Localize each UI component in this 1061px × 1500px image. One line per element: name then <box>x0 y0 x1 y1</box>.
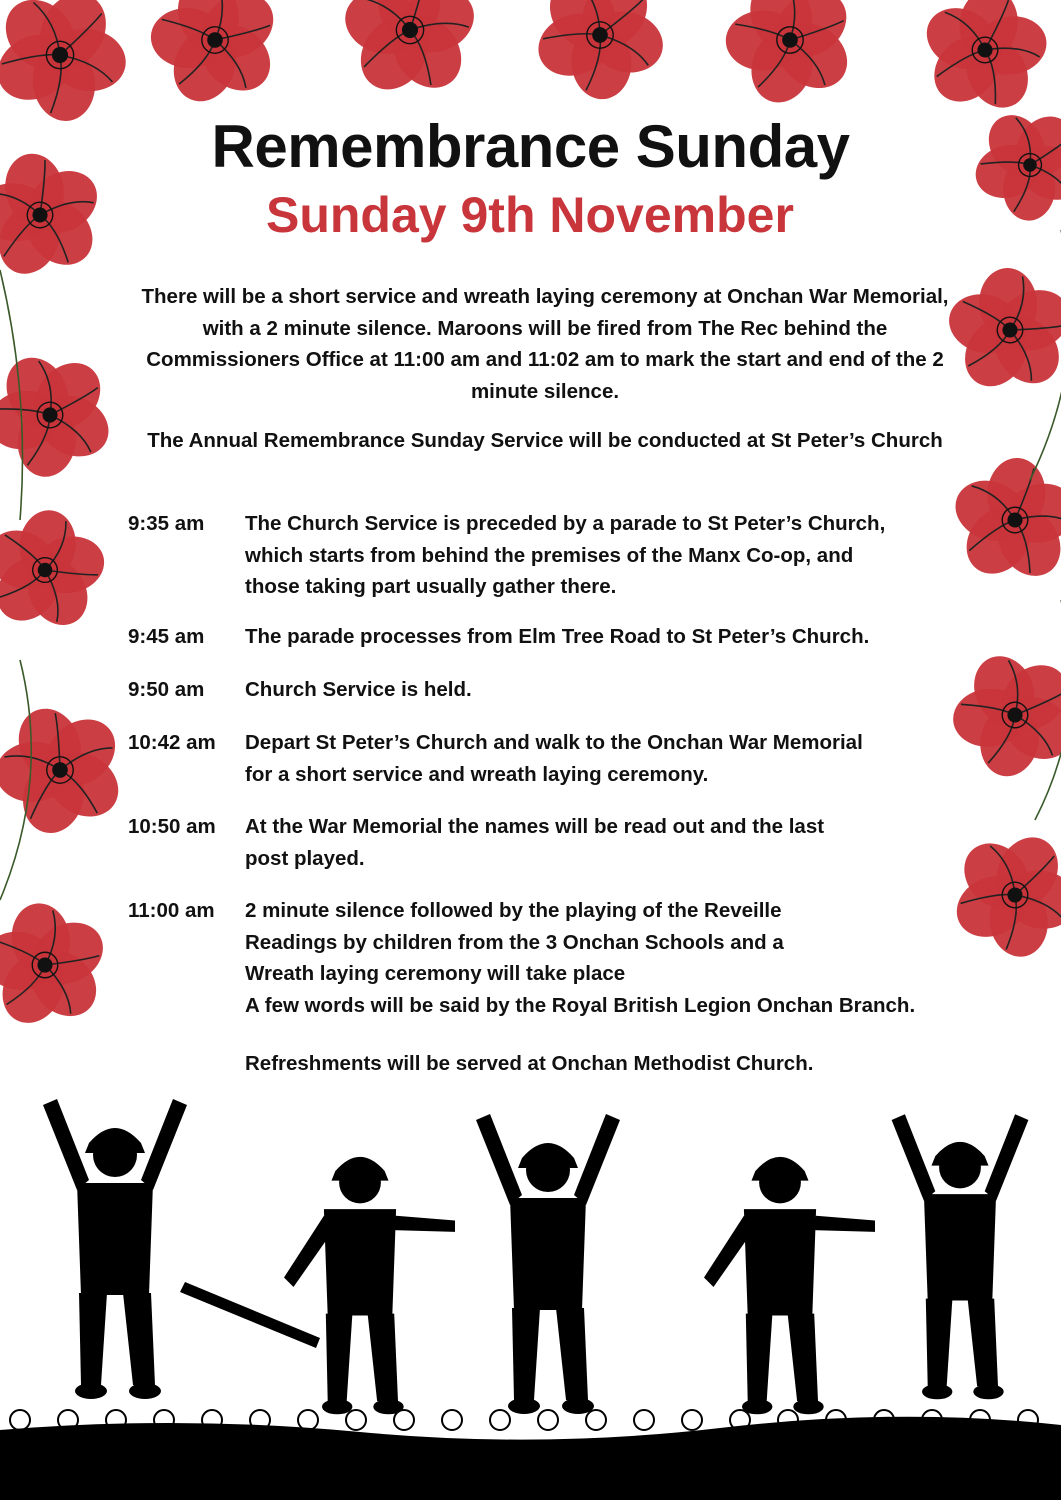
schedule-description <box>245 674 975 706</box>
soldier-silhouette-icon <box>892 1114 1029 1399</box>
intro-service-note: The Annual Remembrance Sunday Service will be conducted at St Peter’s Church <box>147 429 943 452</box>
schedule-line: those taking part usually gather there. <box>245 575 617 598</box>
poppy-flower-icon <box>515 0 681 120</box>
refreshments-note: Refreshments will be served at Onchan Methodist Church. <box>245 1052 814 1075</box>
schedule-description <box>245 811 975 874</box>
poster-subtitle: Sunday 9th November <box>266 187 794 243</box>
schedule-line: The parade processes from Elm Tree Road to St Peter’s Church. <box>245 625 870 648</box>
schedule-time: 9:50 am <box>128 678 205 701</box>
poppy-flower-icon <box>0 481 132 655</box>
schedule-description <box>245 727 975 790</box>
schedule-line: The Church Service is preceded by a parade to St Peter’s Church, <box>245 512 886 535</box>
schedule-time: 11:00 am <box>128 899 215 922</box>
soldier-silhouette-icon <box>43 1099 187 1399</box>
schedule-line: A few words will be said by the Royal British Legion Onchan Branch. <box>245 993 916 1017</box>
schedule-line: 2 minute silence followed by the playing of the Reveille <box>245 899 782 922</box>
intro-paragraph: There will be a short service and wreath laying ceremony at Onchan War Memorial, with a 2 minute silence. Maroons will be fired from The Rec behind the Commissioners Office at 11:00 am and 11:02 am to mark the start and end of the 2 minute silence. <box>141 285 949 403</box>
poster-title: Remembrance Sunday <box>211 113 850 180</box>
schedule-description <box>245 621 975 653</box>
schedule-line: Church Service is held. <box>245 678 472 701</box>
schedule-line: post played. <box>245 846 365 870</box>
poppy-flower-icon <box>907 0 1058 129</box>
soldier-silhouette-icon <box>476 1114 620 1414</box>
schedule-time: 9:45 am <box>128 625 205 648</box>
poppy-flower-icon <box>318 0 498 123</box>
schedule-line: At the War Memorial the names will be read out and the last <box>245 815 825 838</box>
poppy-flower-icon <box>0 869 137 1057</box>
schedule-description <box>245 895 975 1021</box>
schedule-line: Wreath laying ceremony will take place <box>245 962 626 985</box>
schedule-line: Depart St Peter’s Church and walk to the Onchan War Memorial <box>245 731 863 754</box>
soldier-silhouettes <box>0 1099 1061 1500</box>
soldier-silhouette-icon <box>284 1157 455 1414</box>
schedule-time: 9:35 am <box>128 512 205 535</box>
schedule-time: 10:50 am <box>128 815 216 838</box>
poppy-flower-icon <box>0 325 135 503</box>
rifle-icon <box>180 1282 320 1348</box>
schedule-line: which starts from behind the premises of the Manx Co-op, and <box>245 543 854 567</box>
schedule-time: 10:42 am <box>128 731 216 754</box>
schedule-line: for a short service and wreath laying ceremony. <box>245 762 709 786</box>
schedule-line: Readings by children from the 3 Onchan Schools and a <box>245 930 784 954</box>
soldier-silhouette-icon <box>704 1157 875 1414</box>
schedule-description <box>245 508 975 603</box>
